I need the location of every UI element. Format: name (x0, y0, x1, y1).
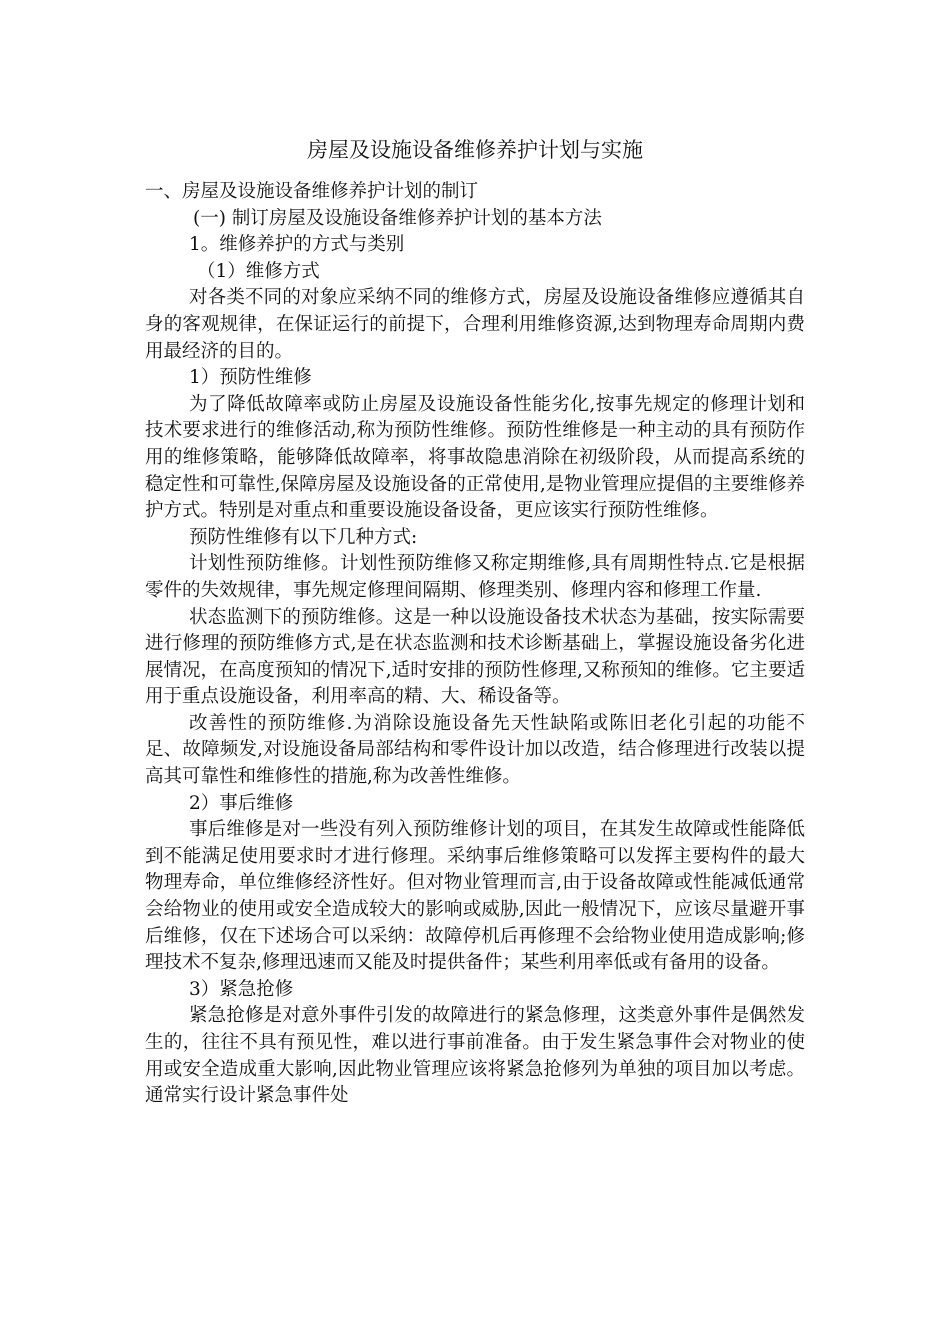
paragraph: 状态监测下的预防维修。这是一种以设施设备技术状态为基础，按实际需要进行修理的预防维修方式,是在状态监测和技术诊断基础上，掌握设施设备劣化进展情况，在高度预知的情况下,适时安排的预防性修理,又称预知的维修。它主要适用于重点设施设备，利用率高的精、大、稀设备等。 (145, 606, 805, 708)
document-body (145, 179, 805, 1110)
paragraph: 计划性预防维修。计划性预防维修又称定期维修,具有周期性特点.它是根据零件的失效规律，事先规定修理间隔期、修理类别、修理内容和修理工作量. (145, 553, 805, 601)
paragraph: 改善性的预防维修.为消除设施设备先天性缺陷或陈旧老化引起的功能不足、故障频发,对设施设备局部结构和零件设计加以改造，结合修理进行改装以提高其可靠性和维修性的措施,称为改善性维修。 (145, 712, 805, 788)
sub-item-heading: 2）事后维修 (189, 792, 294, 814)
item-heading: 1。维修养护的方式与类别 (189, 234, 405, 256)
document-title: 房屋及设施设备维修养护计划与实施 (307, 138, 643, 162)
sub-item-heading: （1）维修方式 (197, 260, 320, 282)
paragraph-lead: 预防性维修有以下几种方式: (189, 526, 418, 548)
paragraph: 对各类不同的对象应采纳不同的维修方式，房屋及设施设备维修应遵循其自身的客观规律，在保证运行的前提下，合理利用维修资源,达到物理寿命周期内费用最经济的目的。 (145, 287, 805, 362)
paragraph: 事后维修是对一些没有列入预防维修计划的项目，在其发生故障或性能降低到不能满足使用要求时才进行修理。采纳事后维修策略可以发挥主要构件的最大物理寿命，单位维修经济性好。但对物业管理而言,由于设备故障或性能减低通常会给物业的使用或安全造成较大的影响或威胁,因此一般情况下，应该尽量避开事后维修，仅在下述场合可以采纳：故障停机后再修理不会给物业使用造成影响;修理技术不复杂,修理迅速而又能及时提供备件；某些利用率低或有备用的设备。 (145, 819, 805, 974)
subsection-heading: (一) 制订房屋及设施设备维修养护计划的基本方法 (193, 207, 602, 229)
sub-item-heading: 1）预防性维修 (189, 367, 312, 389)
sub-item-heading: 3）紧急抢修 (189, 978, 294, 1000)
section-heading: 一、房屋及设施设备维修养护计划的制订 (145, 181, 479, 202)
paragraph: 紧急抢修是对意外事件引发的故障进行的紧急修理，这类意外事件是偶然发生的，往往不具有预见性，难以进行事前准备。由于发生紧急事件会对物业的使用或安全造成重大影响,因此物业管理应该将紧急抢修列为单独的项目加以考虑。通常实行设计紧急事件处 (145, 1005, 805, 1107)
paragraph: 为了降低故障率或防止房屋及设施设备性能劣化,按事先规定的修理计划和技术要求进行的维修活动,称为预防性维修。预防性维修是一种主动的具有预防作用的维修策略，能够降低故障率，将事故隐患消除在初级阶段，从而提高系统的稳定性和可靠性,保障房屋及设施设备的正常使用,是物业管理应提倡的主要维修养护方式。特别是对重点和重要设施设备设备，更应该实行预防性维修。 (145, 393, 805, 522)
